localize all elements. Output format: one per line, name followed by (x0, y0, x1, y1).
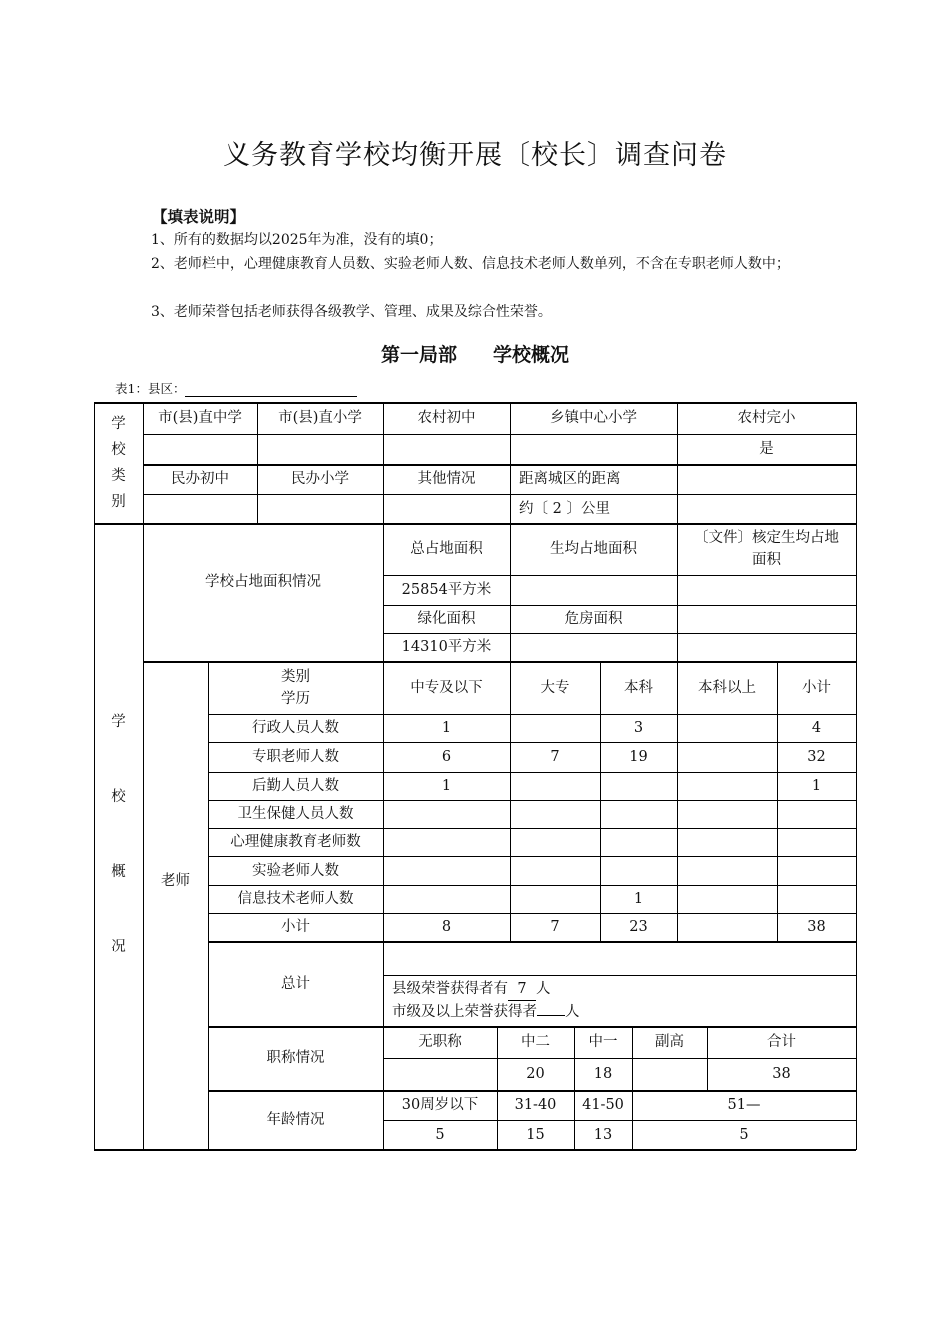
title-value[interactable]: 18 (593, 1066, 613, 1082)
teacher-count-cell[interactable] (677, 856, 777, 885)
title-header: 无职称 (418, 1034, 462, 1050)
teacher-row-label: 专职老师人数 (252, 749, 339, 765)
teacher-count-cell[interactable] (677, 742, 777, 772)
city-honor-line: 市级及以上荣誉获得者 人 (392, 1004, 580, 1020)
instruction-3: 3、老师荣誉包括老师获得各级教学、管理、成果及综合性荣誉。 (151, 304, 552, 320)
total-value[interactable] (383, 941, 856, 975)
teacher-count-cell[interactable] (510, 800, 600, 828)
column-header: 中专及以下 (410, 679, 483, 696)
distance-label: 距离城区的距离 (519, 471, 621, 487)
teacher-row-label: 实验老师人数 (252, 862, 339, 879)
title-header: 副高 (655, 1034, 684, 1050)
school-type-value[interactable] (143, 494, 257, 523)
school-type-option: 市(县)直小学 (278, 410, 362, 426)
teacher-count-cell[interactable] (383, 828, 510, 856)
title-value[interactable] (632, 1058, 707, 1090)
school-type-value[interactable] (383, 434, 510, 464)
title-value[interactable]: 38 (772, 1066, 791, 1082)
school-type-value[interactable] (383, 494, 510, 523)
age-value[interactable]: 5 (435, 1126, 445, 1143)
age-value[interactable]: 15 (526, 1126, 545, 1143)
teacher-count-cell[interactable]: 6 (441, 749, 452, 765)
school-type-value[interactable] (677, 494, 856, 523)
teacher-count-cell[interactable] (677, 885, 777, 913)
column-header: 小计 (802, 679, 831, 696)
teacher-count-cell[interactable]: 1 (811, 778, 822, 794)
teacher-count-cell[interactable]: 19 (629, 749, 648, 765)
title-header: 中二 (521, 1034, 550, 1050)
teacher-count-cell[interactable] (600, 828, 677, 856)
category-education-header: 类别 学历 (281, 668, 310, 707)
teacher-count-cell[interactable] (777, 856, 856, 885)
teacher-row-label: 小计 (281, 919, 310, 935)
county-honor-line: 县级荣誉获得者有 7 人 (392, 978, 551, 1001)
county-honor-count[interactable]: 7 (508, 978, 536, 1001)
teacher-count-cell[interactable]: 1 (633, 891, 644, 907)
school-type-option: 乡镇中心小学 (550, 410, 637, 426)
teacher-count-cell[interactable] (510, 772, 600, 800)
school-type-value[interactable] (257, 434, 383, 464)
danger-building-label: 危房面积 (564, 611, 623, 627)
teacher-count-cell[interactable] (677, 772, 777, 800)
total-area-label: 总占地面积 (410, 541, 483, 557)
teacher-count-cell[interactable]: 23 (629, 919, 648, 935)
teacher-count-cell[interactable] (383, 856, 510, 885)
school-type-option: 民办初中 (171, 471, 229, 487)
age-header: 31-40 (514, 1097, 557, 1113)
teacher-count-cell[interactable]: 7 (550, 749, 560, 765)
school-type-value[interactable] (257, 494, 383, 523)
per-student-area-label: 生均占地面积 (550, 541, 637, 557)
school-type-label: 学校类别 (111, 415, 126, 510)
honors-block (383, 975, 856, 1026)
instruction-1: 1、所有的数据均以2025年为准，没有的填0； (151, 232, 443, 248)
teacher-count-cell[interactable] (510, 856, 600, 885)
teacher-row-label: 后勤人员人数 (252, 778, 339, 794)
school-type-option: 民办小学 (291, 471, 349, 487)
teacher-count-cell[interactable]: 8 (441, 919, 452, 935)
age-header: 51— (727, 1097, 761, 1113)
teacher-row-label: 心理健康教育老师数 (230, 834, 361, 850)
teacher-count-cell[interactable] (600, 772, 677, 800)
section-title: 第一局部 学校概况 (380, 344, 570, 366)
teacher-count-cell[interactable] (777, 800, 856, 828)
teacher-row-label: 信息技术老师人数 (237, 891, 354, 907)
teacher-count-cell[interactable] (510, 885, 600, 913)
teachers-label: 老师 (161, 873, 190, 889)
column-header: 本科以上 (698, 679, 756, 696)
total-label: 总计 (281, 975, 310, 992)
teacher-count-cell[interactable]: 3 (633, 720, 644, 736)
green-area-label: 绿化面积 (417, 611, 476, 627)
teacher-count-cell[interactable]: 4 (811, 720, 822, 736)
approved-area-label: 〔文件〕核定生均占地面积 (694, 530, 839, 568)
county-field: 表1：县区： (115, 379, 357, 397)
school-overview-label: 学校概况 (111, 714, 126, 955)
teacher-count-cell[interactable] (677, 800, 777, 828)
teacher-count-cell[interactable] (677, 828, 777, 856)
teacher-count-cell[interactable] (677, 913, 777, 941)
teacher-count-cell[interactable] (600, 856, 677, 885)
teacher-count-cell[interactable]: 32 (807, 749, 826, 765)
land-area-label: 学校占地面积情况 (205, 574, 321, 590)
school-type-value[interactable] (510, 434, 677, 464)
teacher-count-cell[interactable] (677, 714, 777, 742)
age-status-label: 年龄情况 (266, 1111, 325, 1128)
school-type-option: 农村完小 (737, 410, 796, 426)
school-type-option: 市(县)直中学 (158, 410, 242, 426)
age-value[interactable]: 13 (593, 1126, 613, 1143)
teacher-count-cell[interactable] (777, 828, 856, 856)
age-header: 30周岁以下 (401, 1097, 479, 1113)
teacher-count-cell[interactable]: 38 (807, 919, 826, 935)
per-student-area-value[interactable] (510, 575, 677, 605)
school-type-option: 其他情况 (417, 471, 476, 487)
distance-value[interactable]: 约〔 2 〕公里 (519, 500, 610, 517)
teacher-row-label: 行政人员人数 (252, 720, 339, 736)
danger-building-value[interactable] (510, 633, 677, 661)
school-type-value[interactable] (143, 434, 257, 464)
teacher-count-cell[interactable] (600, 800, 677, 828)
teacher-count-cell[interactable] (777, 885, 856, 913)
teacher-count-cell[interactable] (510, 714, 600, 742)
title-status-label: 职称情况 (266, 1050, 325, 1066)
teacher-count-cell[interactable]: 7 (550, 919, 560, 935)
total-area-value[interactable]: 25854平方米 (401, 582, 492, 598)
green-area-extra[interactable] (677, 605, 856, 633)
teacher-count-cell[interactable] (383, 800, 510, 828)
approved-area-value[interactable] (677, 575, 856, 605)
title-header: 合计 (767, 1034, 796, 1050)
city-honor-count[interactable] (537, 1015, 565, 1016)
title-header: 中一 (588, 1034, 618, 1050)
school-type-option: 农村初中 (417, 410, 476, 426)
age-header: 41-50 (582, 1097, 624, 1113)
school-type-option (677, 464, 856, 494)
teacher-count-cell[interactable] (383, 885, 510, 913)
green-area-value[interactable]: 14310平方米 (401, 639, 492, 655)
title-value[interactable] (383, 1058, 497, 1090)
teacher-count-cell[interactable]: 1 (441, 778, 452, 794)
column-header: 本科 (624, 679, 653, 696)
title-value[interactable]: 20 (526, 1066, 545, 1082)
teacher-count-cell[interactable] (510, 828, 600, 856)
instructions-heading: 【填表说明】 (152, 208, 246, 226)
teacher-row-label: 卫生保健人员人数 (237, 806, 354, 822)
teacher-count-cell[interactable]: 1 (441, 720, 452, 736)
document-title: 义务教育学校均衡开展〔校长〕调查问卷 (223, 140, 727, 171)
instruction-2: 2、老师栏中，心理健康教育人员数、实验老师人数、信息技术老师人数单列，不含在专职老师人数中； (151, 256, 790, 272)
school-type-value[interactable]: 是 (759, 441, 774, 457)
column-header: 大专 (540, 679, 570, 696)
age-value[interactable]: 5 (739, 1126, 749, 1143)
